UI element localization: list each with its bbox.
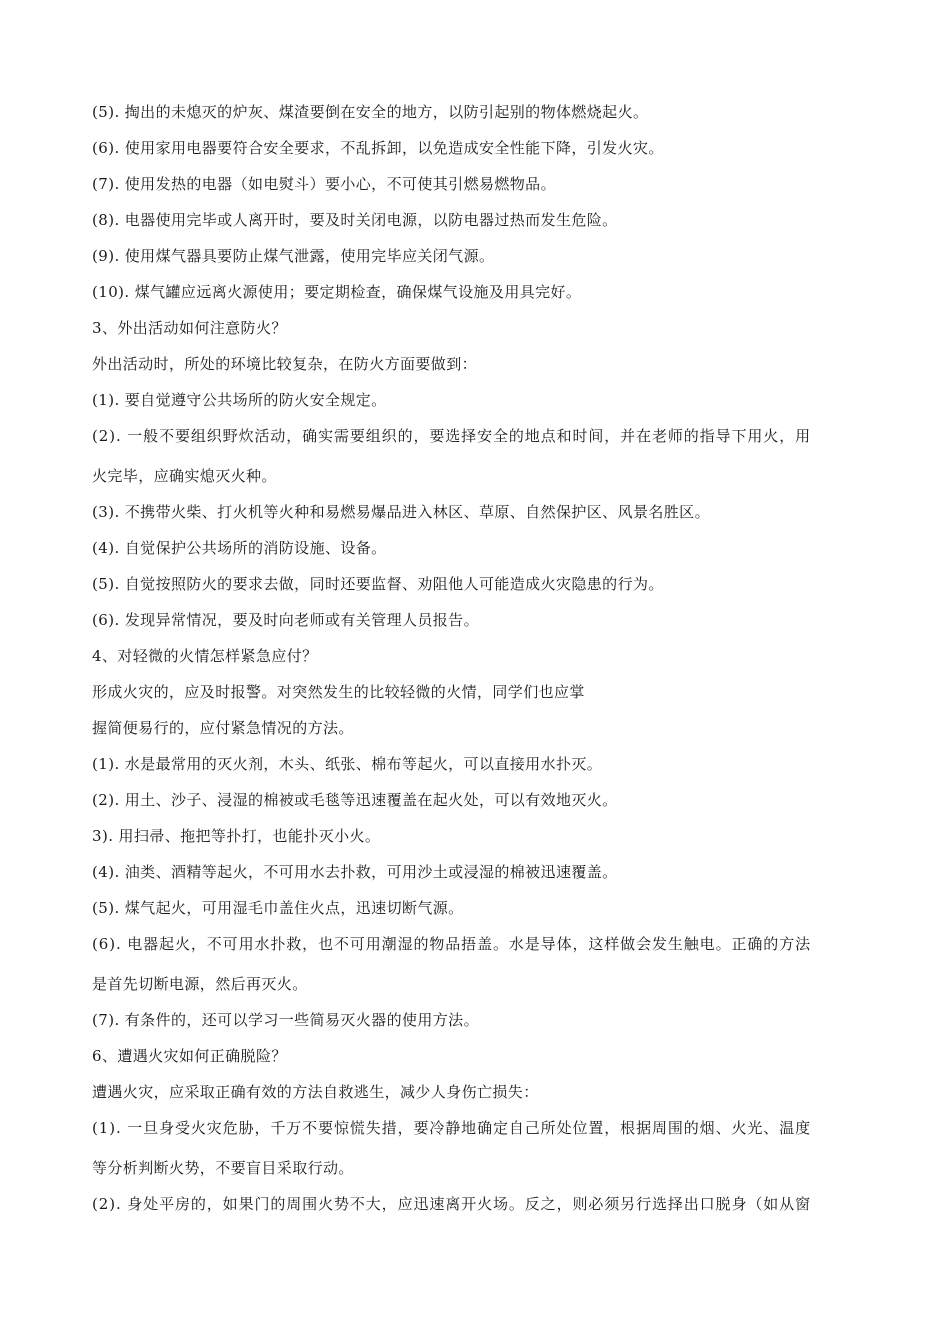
section-intro-4: 形成火灾的，应及时报警。对突然发生的比较轻微的火情，同学们也应掌 — [92, 683, 585, 701]
escape-item-2: (2). 身处平房的，如果门的周围火势不大，应迅速离开火场。反之，则必须另行选择出口脱身（如从窗 — [92, 1195, 811, 1213]
list-item-9-gas-leak: (9). 使用煤气器具要防止煤气泄露，使用完毕应关闭气源。 — [92, 247, 495, 265]
list-item-5-ash-disposal: (5). 掏出的未熄灭的炉灰、煤渣要倒在安全的地方，以防引起别的物体燃烧起火。 — [92, 103, 649, 121]
minor-fire-item-6: (6). 电器起火，不可用水扑救，也不可用潮湿的物品捂盖。水是导体，这样做会发生触电。正确的方法 — [92, 935, 811, 953]
minor-fire-item-7: (7). 有条件的，还可以学习一些简易灭火器的使用方法。 — [92, 1011, 479, 1029]
outdoor-item-1: (1). 要自觉遵守公共场所的防火安全规定。 — [92, 391, 387, 409]
outdoor-item-2-continued: 火完毕，应确实熄灭火种。 — [92, 467, 277, 485]
minor-fire-item-1: (1). 水是最常用的灭火剂，木头、纸张、棉布等起火，可以直接用水扑灭。 — [92, 755, 603, 773]
escape-item-1-continued: 等分析判断火势，不要盲目采取行动。 — [92, 1159, 354, 1177]
section-intro-3: 外出活动时，所处的环境比较复杂，在防火方面要做到： — [92, 355, 478, 373]
list-item-7-heating-devices: (7). 使用发热的电器（如电熨斗）要小心，不可使其引燃易燃物品。 — [92, 175, 556, 193]
escape-item-1: (1). 一旦身受火灾危胁，千万不要惊慌失措，要冷静地确定自己所处位置，根据周围的烟、火光、温度 — [92, 1119, 811, 1137]
outdoor-item-5: (5). 自觉按照防火的要求去做，同时还要监督、劝阻他人可能造成火灾隐患的行为。 — [92, 575, 664, 593]
minor-fire-item-2: (2). 用土、沙子、浸湿的棉被或毛毯等迅速覆盖在起火处，可以有效地灭火。 — [92, 791, 618, 809]
list-item-6-appliances: (6). 使用家用电器要符合安全要求，不乱拆卸，以免造成安全性能下降，引发火灾。 — [92, 139, 664, 157]
list-item-10-gas-tank: (10). 煤气罐应远离火源使用；要定期检查，确保煤气设施及用具完好。 — [92, 283, 582, 301]
section-intro-6: 遭遇火灾，应采取正确有效的方法自救逃生，减少人身伤亡损失： — [92, 1083, 539, 1101]
outdoor-item-6: (6). 发现异常情况，要及时向老师或有关管理人员报告。 — [92, 611, 479, 629]
minor-fire-item-4: (4). 油类、酒精等起火，不可用水去扑救，可用沙土或浸湿的棉被迅速覆盖。 — [92, 863, 618, 881]
section-heading-6: 6、遭遇火灾如何正确脱险？ — [92, 1047, 287, 1065]
outdoor-item-4: (4). 自觉保护公共场所的消防设施、设备。 — [92, 539, 387, 557]
section-intro-4-continued: 握简便易行的，应付紧急情况的方法。 — [92, 719, 354, 737]
outdoor-item-2: (2). 一般不要组织野炊活动，确实需要组织的，要选择安全的地点和时间，并在老师的指导下用火，用 — [92, 427, 811, 445]
section-heading-4: 4、对轻微的火情怎样紧急应付？ — [92, 647, 318, 665]
minor-fire-item-6-continued: 是首先切断电源，然后再灭火。 — [92, 975, 308, 993]
minor-fire-item-3: 3). 用扫帚、拖把等扑打，也能扑灭小火。 — [92, 827, 381, 845]
list-item-8-power-off: (8). 电器使用完毕或人离开时，要及时关闭电源，以防电器过热而发生危险。 — [92, 211, 618, 229]
section-heading-3: 3、外出活动如何注意防火？ — [92, 319, 287, 337]
outdoor-item-3: (3). 不携带火柴、打火机等火种和易燃易爆品进入林区、草原、自然保护区、风景名胜区。 — [92, 503, 710, 521]
minor-fire-item-5: (5). 煤气起火，可用湿毛巾盖住火点，迅速切断气源。 — [92, 899, 464, 917]
